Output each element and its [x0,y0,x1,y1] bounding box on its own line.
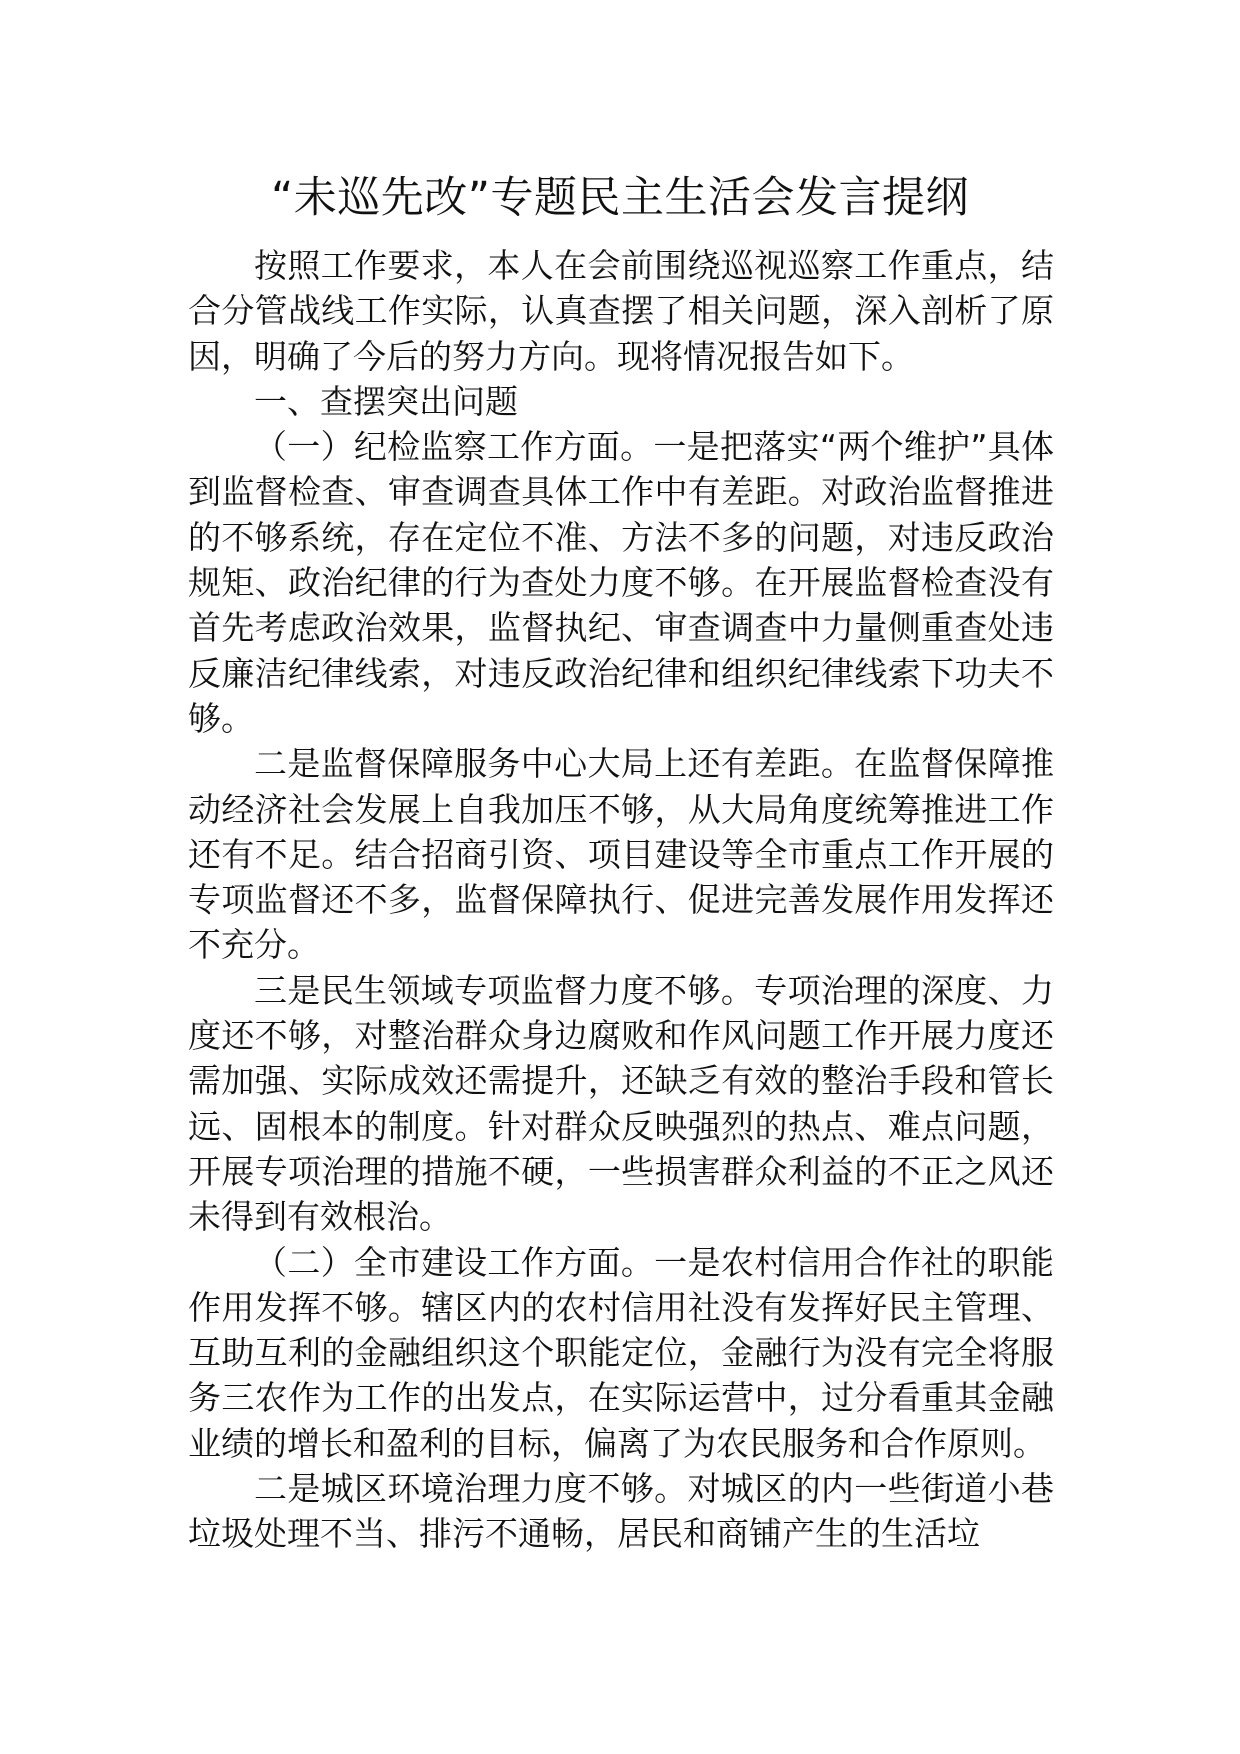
paragraph-intro: 按照工作要求，本人在会前围绕巡视巡察工作重点，结合分管战线工作实际，认真查摆了相关问题，深入剖析了原因，明确了今后的努力方向。现将情况报告如下。 [188,246,1054,376]
paragraph: 二是监督保障服务中心大局上还有差距。在监督保障推动经济社会发展上自我加压不够，从大局角度统筹推进工作还有不足。结合招商引资、项目建设等全市重点工作开展的专项监督还不多，监督保障执行、促进完善发展作用发挥还不充分。 [188,744,1054,965]
section-heading: 一、查摆突出问题 [254,381,518,421]
paragraph: 三是民生领域专项监督力度不够。专项治理的深度、力度还不够，对整治群众身边腐败和作风问题工作开展力度还需加强、实际成效还需提升，还缺乏有效的整治手段和管长远、固根本的制度。针对群众反映强烈的热点、难点问题，开展专项治理的措施不硬，一些损害群众利益的不正之风还未得到有效根治。 [188,970,1054,1237]
document-body [188,243,1054,1557]
paragraph: 二是城区环境治理力度不够。对城区的内一些街道小巷垃圾处理不当、排污不通畅，居民和商铺产生的生活垃 [188,1469,1054,1554]
paragraph: （一）纪检监察工作方面。一是把落实“两个维护”具体到监督检查、审查调查具体工作中有差距。对政治监督推进的不够系统，存在定位不准、方法不多的问题，对违反政治规矩、政治纪律的行为查处力度不够。在开展监督检查没有首先考虑政治效果，监督执纪、审查调查中力量侧重查处违反廉洁纪律线索，对违反政治纪律和组织纪律线索下功夫不够。 [188,427,1054,738]
document-title: “未巡先改”专题民主生活会发言提纲 [270,173,970,223]
paragraph: （二）全市建设工作方面。一是农村信用合作社的职能作用发挥不够。辖区内的农村信用社没有发挥好民主管理、互助互利的金融组织这个职能定位，金融行为没有完全将服务三农作为工作的出发点，在实际运营中，过分看重其金融业绩的增长和盈利的目标，偏离了为农民服务和合作原则。 [188,1242,1054,1463]
